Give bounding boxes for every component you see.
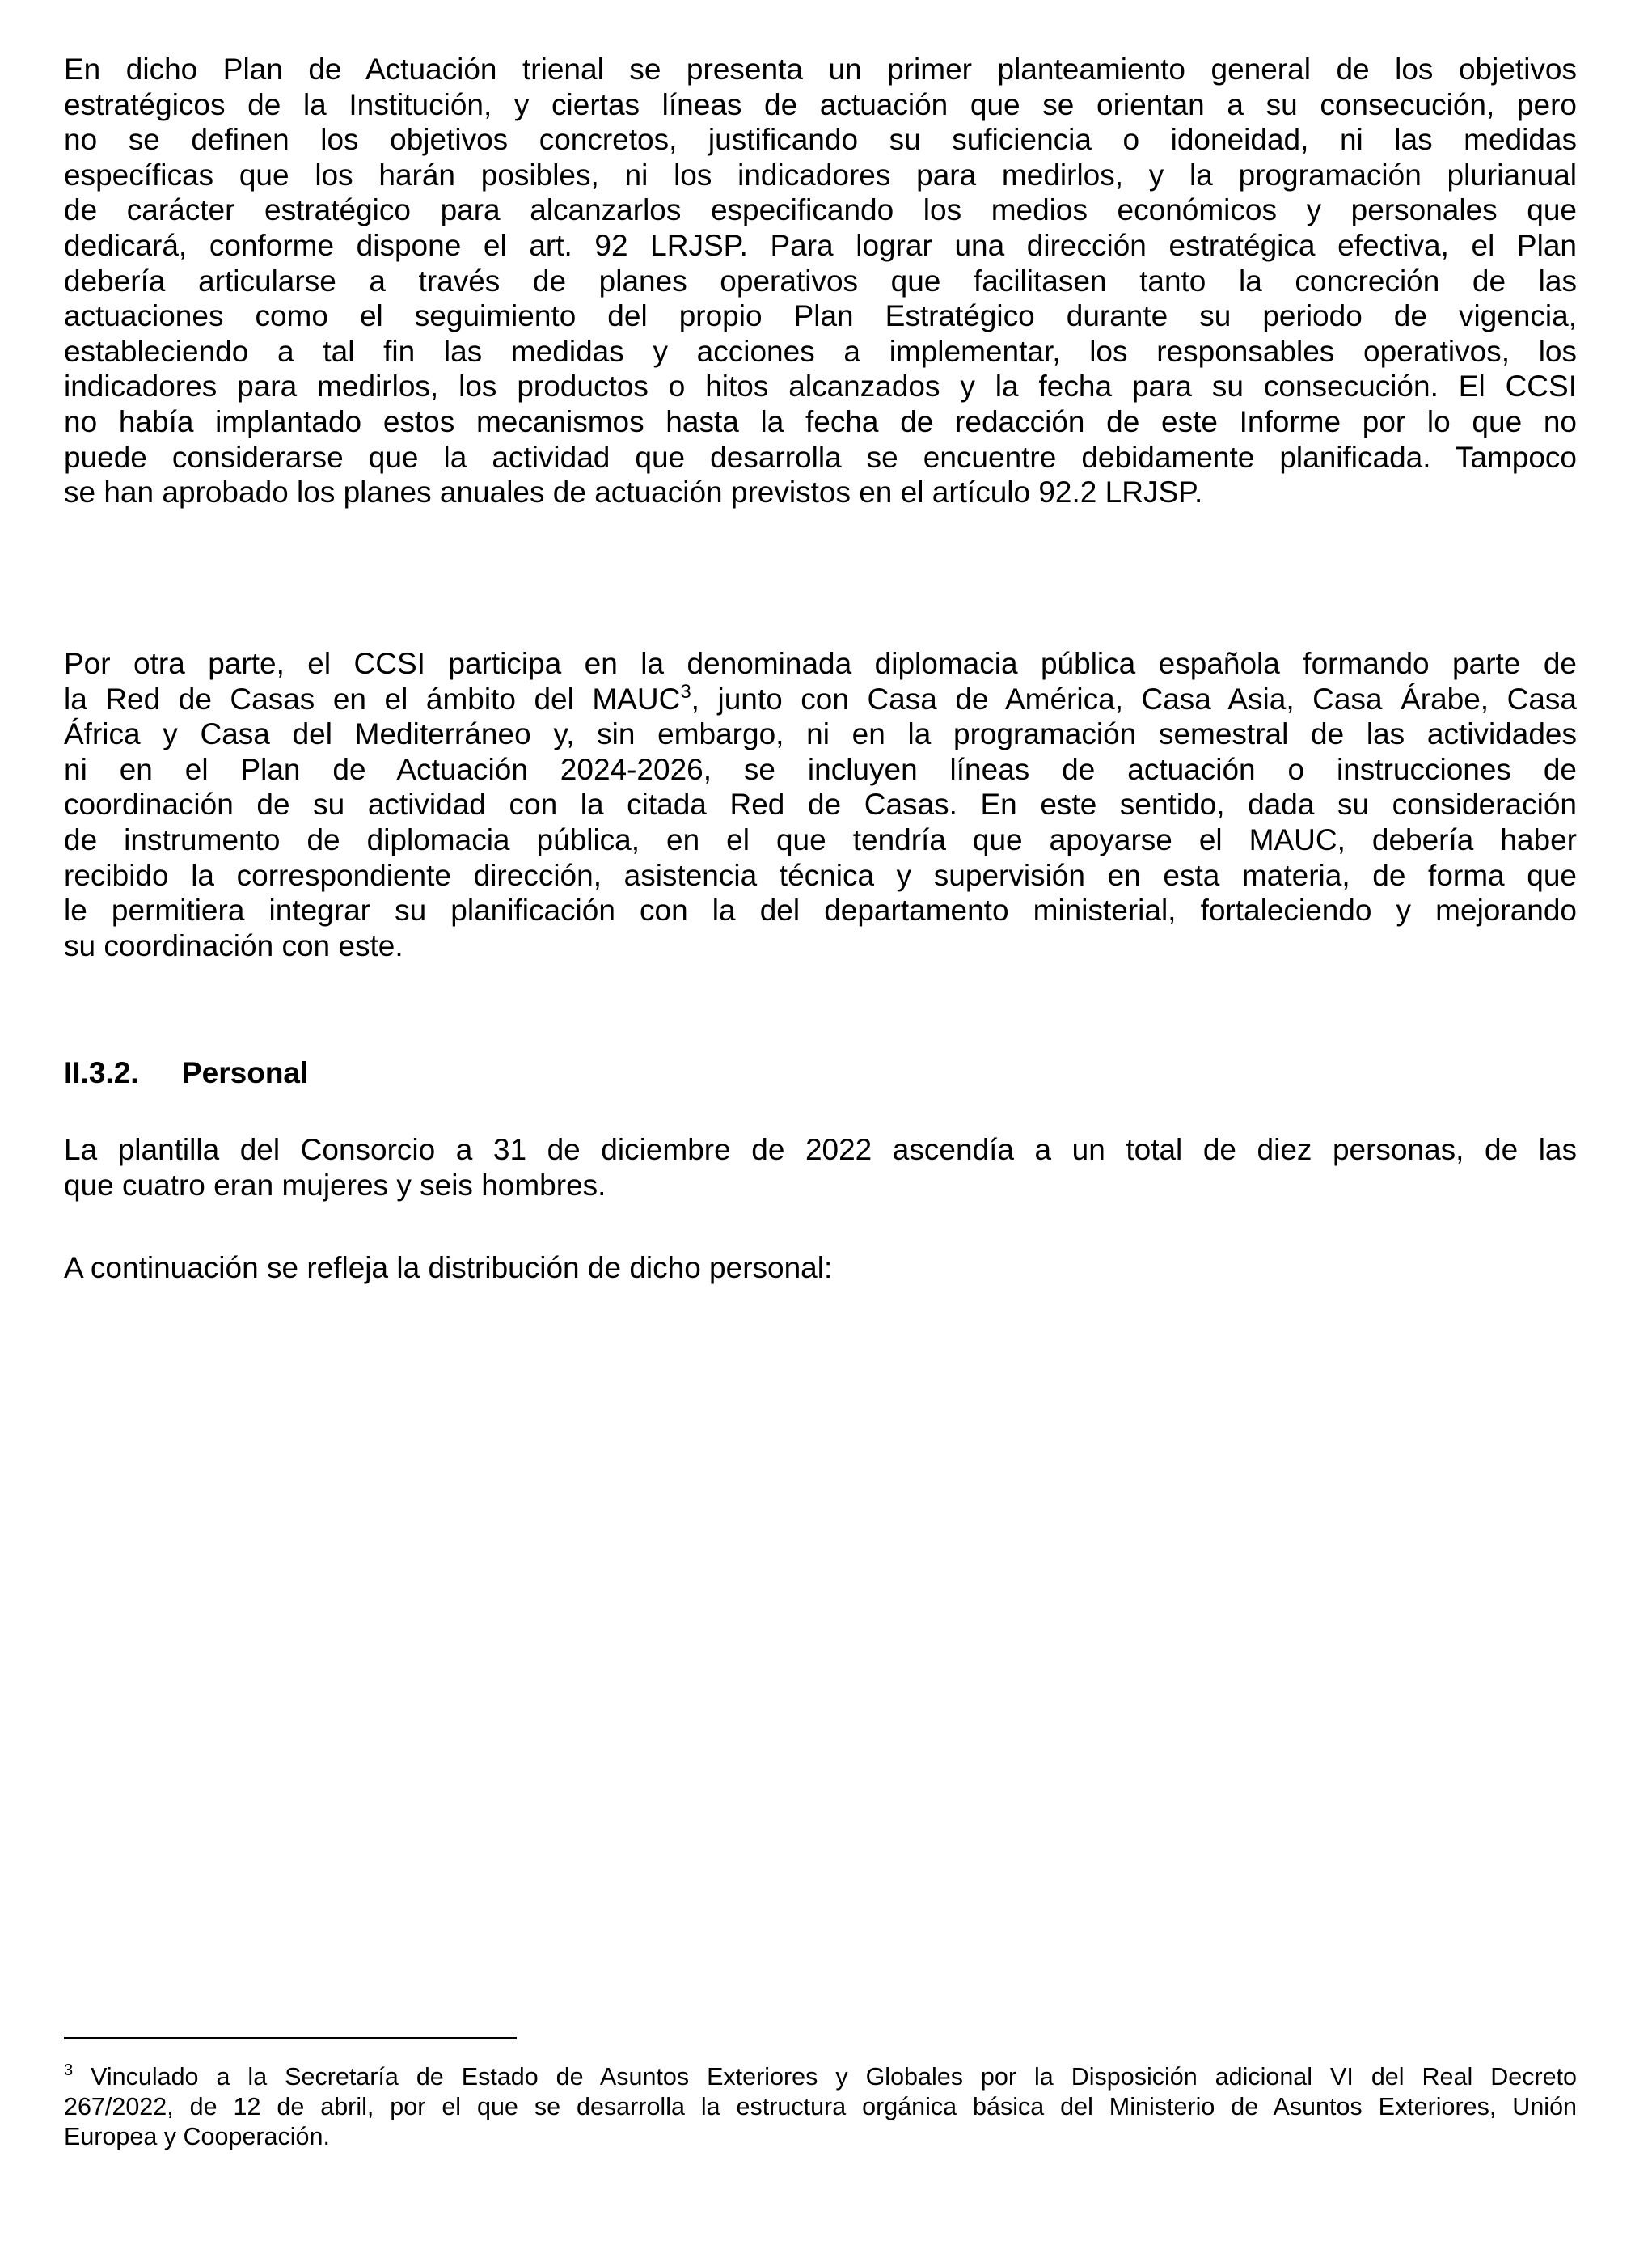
text-line: La plantilla del Consorcio a 31 de diciembre de 2022 ascendía a un total de diez personas, de las <box>64 1133 1577 1166</box>
paragraph-red-de-casas <box>64 646 1577 963</box>
paragraph-plantilla <box>64 1132 1577 1203</box>
text-line: dedicará, conforme dispone el art. 92 LRJSP. Para lograr una dirección estratégica efectiva, el Plan <box>64 228 1577 262</box>
footnote <box>64 2062 1577 2152</box>
text-segment: Vinculado a la Secretaría de Estado de Asuntos Exteriores y Globales por la Disposición adicional VI del Real Decreto <box>73 2063 1577 2091</box>
section-heading <box>64 1056 308 1090</box>
text-line: ni en el Plan de Actuación 2024-2026, se incluyen líneas de actuación o instrucciones de <box>64 752 1577 786</box>
text-line: Por otra parte, el CCSI participa en la denominada diplomacia pública española formando parte de <box>64 647 1577 680</box>
text-line: le permitiera integrar su planificación con la del departamento ministerial, fortaleciendo y mejorando <box>64 894 1577 928</box>
text-line: específicas que los harán posibles, ni los indicadores para medirlos, y la programación plurianual <box>64 158 1577 192</box>
text-line: En dicho Plan de Actuación trienal se presenta un primer planteamiento general de los objetivos <box>64 53 1577 86</box>
text-line: estableciendo a tal fin las medidas y acciones a implementar, los responsables operativos, los <box>64 334 1577 368</box>
text-line: estratégicos de la Institución, y ciertas líneas de actuación que se orientan a su consecución, pero <box>64 87 1577 121</box>
section-number: II.3.2. <box>64 1056 139 1089</box>
text-line: no se definen los objetivos concretos, justificando su suficiencia o idoneidad, ni las medidas <box>64 123 1577 157</box>
text-line: coordinación de su actividad con la citada Red de Casas. En este sentido, dada su consideración <box>64 788 1577 822</box>
footnote-line: 267/2022, de 12 de abril, por el que se desarrolla la estructura orgánica básica del Ministerio de Asuntos Exteriores, Unión <box>64 2093 1577 2120</box>
footnote-separator <box>64 2037 517 2039</box>
text-line: su coordinación con este. <box>64 928 403 962</box>
text-line: que cuatro eran mujeres y seis hombres. <box>64 1168 606 1202</box>
text-line: de instrumento de diplomacia pública, en el que tendría que apoyarse el MAUC, debería haber <box>64 822 1577 856</box>
text-line: A continuación se refleja la distribución de dicho personal: <box>64 1251 833 1284</box>
footnote-reference[interactable]: 3 <box>680 680 691 703</box>
paragraph-distribucion <box>64 1250 1577 1286</box>
text-line <box>64 682 1577 717</box>
section-title: Personal <box>182 1056 309 1089</box>
text-line: indicadores para medirlos, los productos o hitos alcanzados y la fecha para su consecución. El CCSI <box>64 370 1577 404</box>
footnote-line: Europea y Cooperación. <box>64 2123 330 2150</box>
footnote-number: 3 <box>64 2061 74 2079</box>
text-segment: la Red de Casas en el ámbito del MAUC <box>64 682 681 716</box>
text-line: de carácter estratégico para alcanzarlos especificando los medios económicos y personales que <box>64 193 1577 227</box>
text-line: debería articularse a través de planes operativos que facilitasen tanto la concreción de las <box>64 264 1577 298</box>
footnote-line <box>64 2062 1577 2092</box>
text-line: se han aprobado los planes anuales de actuación previstos en el artículo 92.2 LRJSP. <box>64 476 1203 509</box>
text-line: actuaciones como el seguimiento del propio Plan Estratégico durante su periodo de vigencia, <box>64 299 1577 333</box>
text-line: no había implantado estos mecanismos hasta la fecha de redacción de este Informe por lo que no <box>64 404 1577 438</box>
text-line: África y Casa del Mediterráneo y, sin embargo, ni en la programación semestral de las actividades <box>64 717 1577 751</box>
text-line: puede considerarse que la actividad que desarrolla se encuentre debidamente planificada. Tampoco <box>64 440 1577 474</box>
text-segment: , junto con Casa de América, Casa Asia, Casa Árabe, Casa <box>691 682 1578 716</box>
paragraph-plan-actuacion <box>64 52 1577 510</box>
text-line: recibido la correspondiente dirección, asistencia técnica y supervisión en esta materia, de forma que <box>64 858 1577 892</box>
